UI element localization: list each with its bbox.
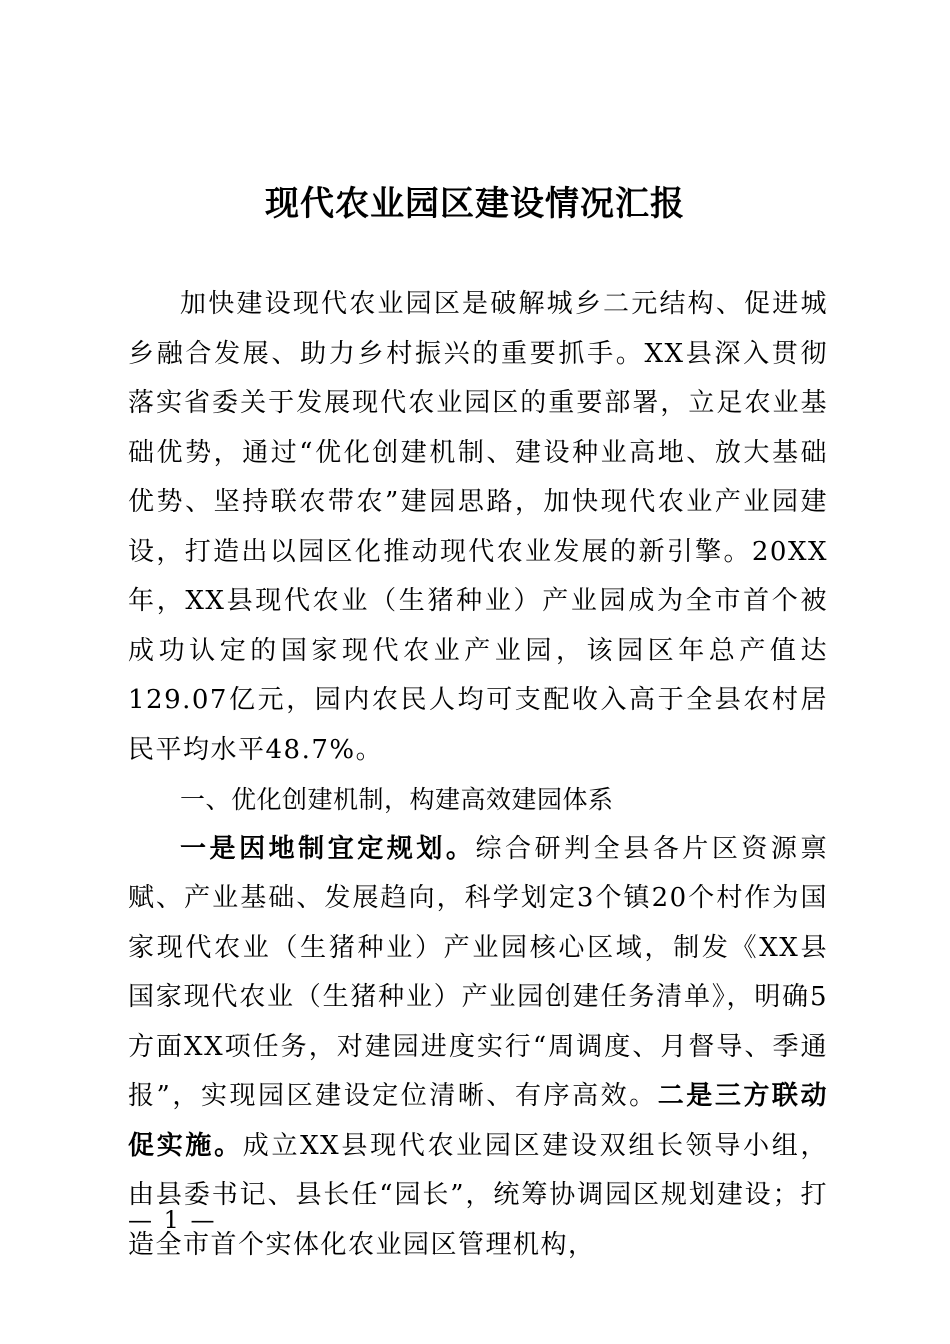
- section-paragraph: [128, 825, 828, 1271]
- paragraph-text: 综合研判全县各片区资源禀赋、产业基础、发展趋向，科学划定3个镇20个村作为国家现代农业（生猪种业）产业园核心区域，制发《XX县国家现代农业（生猪种业）产业园创建任务清单》，明确5方面XX项任务，对建园进度实行“周调度、月督导、季通报”，实现园区建设定位清晰、有序高效。: [128, 833, 828, 1111]
- page-number: — 1 —: [128, 1206, 217, 1234]
- paragraph-text: 成立XX县现代农业园区建设双组长领导小组，由县委书记、县长任“园长”，统筹协调园区规划建设；打造全市首个实体化农业园区管理机构，: [128, 1130, 828, 1260]
- intro-paragraph: 加快建设现代农业园区是破解城乡二元结构、促进城乡融合发展、助力乡村振兴的重要抓手。XX县深入贯彻落实省委关于发展现代农业园区的重要部署，立足农业基础优势，通过“优化创建机制、建设种业高地、放大基础优势、坚持联农带农”建园思路，加快现代农业产业园建设，打造出以园区化推动现代农业发展的新引擎。20XX年，XX县现代农业（生猪种业）产业园成为全市首个被成功认定的国家现代农业产业园，该园区年总产值达129.07亿元，园内农民人均可支配收入高于全县农村居民平均水平48.7%。: [128, 289, 828, 765]
- lead-phrase: 二是三方联动促实施。: [128, 1081, 828, 1161]
- lead-phrase: 一是因地制宜定规划。: [180, 833, 476, 864]
- section-heading: 一、优化创建机制，构建高效建园体系: [180, 785, 614, 814]
- document-title: 现代农业园区建设情况汇报: [265, 184, 685, 224]
- document-body: [128, 280, 828, 1270]
